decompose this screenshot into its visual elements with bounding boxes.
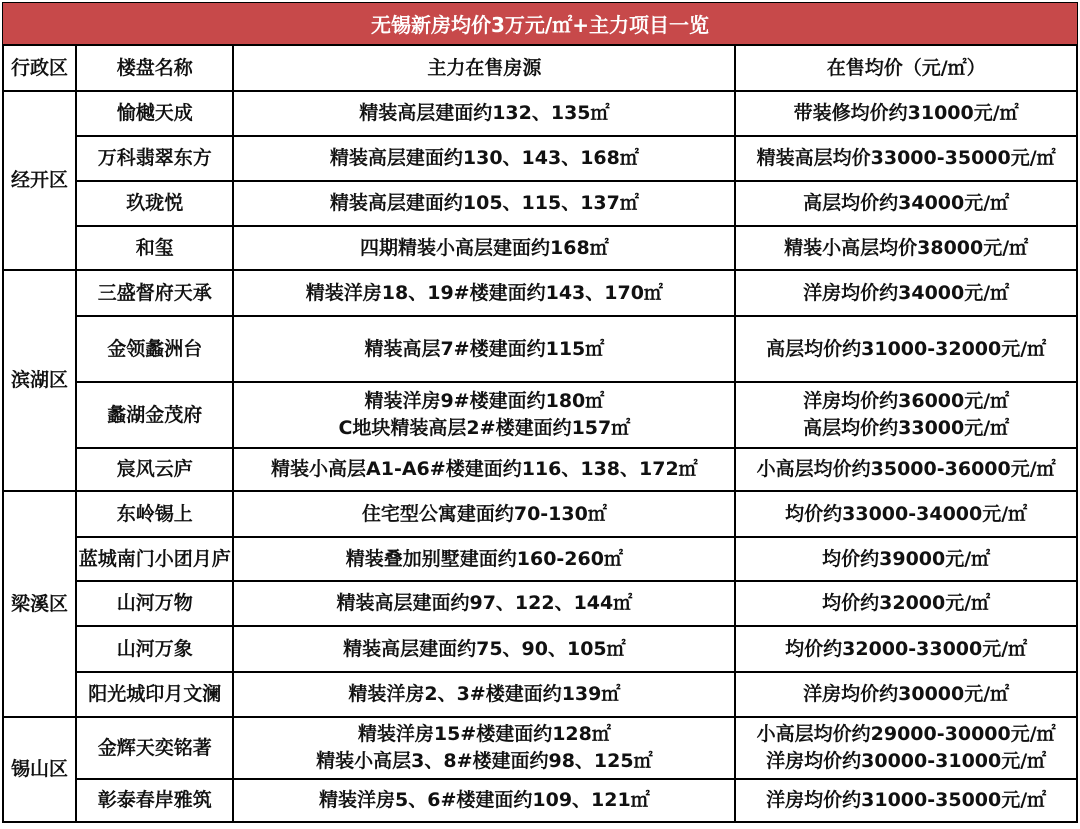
table-row bbox=[3, 226, 1077, 270]
price-cell-line: 洋房均价约30000-31000元/㎡ bbox=[766, 750, 1047, 772]
price-cell bbox=[735, 626, 1077, 672]
price-cell-line: 洋房均价约34000元/㎡ bbox=[803, 281, 1010, 304]
units-cell-line: 精装高层建面约97、122、144㎡ bbox=[336, 592, 633, 614]
price-cell bbox=[735, 672, 1077, 717]
header-price: 在售均价（元/㎡） bbox=[735, 45, 1077, 91]
units-cell-line: 精装洋房18、19#楼建面约143、170㎡ bbox=[305, 281, 663, 304]
price-cell bbox=[735, 91, 1077, 136]
units-cell bbox=[233, 316, 735, 382]
price-cell-line: 高层均价约34000元/㎡ bbox=[803, 192, 1010, 214]
header-district: 行政区 bbox=[3, 45, 76, 91]
project-name-cell: 宸风云庐 bbox=[76, 448, 233, 491]
project-name-cell: 山河万象 bbox=[76, 626, 233, 672]
price-cell-line: 小高层均价约35000-36000元/㎡ bbox=[756, 458, 1056, 480]
units-cell-line: 精装小高层3、8#楼建面约98、125㎡ bbox=[316, 750, 653, 772]
price-cell-line: 洋房均价约30000元/㎡ bbox=[803, 683, 1010, 705]
price-cell-line: 洋房均价约36000元/㎡ bbox=[803, 390, 1010, 412]
table-title: 无锡新房均价3万元/㎡+主力项目一览 bbox=[2, 2, 1078, 45]
price-cell bbox=[735, 537, 1077, 581]
project-name-cell: 蠡湖金茂府 bbox=[76, 382, 233, 448]
units-cell bbox=[233, 491, 735, 537]
table-row bbox=[3, 316, 1077, 382]
price-cell bbox=[735, 270, 1077, 316]
price-cell-line: 均价约33000-34000元/㎡ bbox=[785, 502, 1028, 525]
units-cell-line: 精装叠加别墅建面约160-260㎡ bbox=[345, 547, 623, 570]
price-table bbox=[2, 44, 1078, 823]
table-row bbox=[3, 672, 1077, 717]
table-row bbox=[3, 626, 1077, 672]
table-row bbox=[3, 537, 1077, 581]
units-cell-line: 精装洋房9#楼建面约180㎡ bbox=[364, 390, 605, 412]
price-cell-line: 小高层均价约29000-30000元/㎡ bbox=[756, 723, 1056, 745]
table-row bbox=[3, 448, 1077, 491]
units-cell bbox=[233, 382, 735, 448]
units-cell bbox=[233, 226, 735, 270]
project-name-cell: 三盛督府天承 bbox=[76, 270, 233, 316]
units-cell bbox=[233, 537, 735, 581]
table-row bbox=[3, 270, 1077, 316]
project-name-cell: 彰泰春岸雅筑 bbox=[76, 779, 233, 822]
price-cell-line: 均价约32000元/㎡ bbox=[822, 592, 991, 614]
district-cell: 滨湖区 bbox=[3, 270, 76, 491]
price-cell bbox=[735, 581, 1077, 626]
district-cell: 经开区 bbox=[3, 91, 76, 270]
units-cell-line: 精装洋房5、6#楼建面约109、121㎡ bbox=[319, 789, 650, 811]
units-cell-line: 精装高层建面约132、135㎡ bbox=[359, 102, 610, 124]
price-cell bbox=[735, 136, 1077, 181]
price-cell bbox=[735, 491, 1077, 537]
district-cell: 锡山区 bbox=[3, 717, 76, 822]
price-cell-line: 精装高层均价33000-35000元/㎡ bbox=[756, 147, 1056, 169]
table-row bbox=[3, 181, 1077, 226]
project-name-cell: 金辉天奕铭著 bbox=[76, 717, 233, 779]
project-name-cell: 蓝城南门小团月庐 bbox=[76, 537, 233, 581]
units-cell bbox=[233, 136, 735, 181]
price-cell bbox=[735, 448, 1077, 491]
units-cell-line: 精装高层建面约75、90、105㎡ bbox=[343, 637, 626, 660]
price-cell-line: 带装修均价约31000元/㎡ bbox=[793, 102, 1019, 124]
units-cell bbox=[233, 581, 735, 626]
table-row bbox=[3, 382, 1077, 448]
project-name-cell: 玖珑悦 bbox=[76, 181, 233, 226]
header-units: 主力在售房源 bbox=[233, 45, 735, 91]
units-cell-line: 精装高层建面约105、115、137㎡ bbox=[329, 192, 639, 214]
units-cell bbox=[233, 448, 735, 491]
units-cell bbox=[233, 626, 735, 672]
price-cell-line: 精装小高层均价38000元/㎡ bbox=[784, 236, 1029, 259]
units-cell-line: 精装洋房15#楼建面约128㎡ bbox=[357, 723, 611, 745]
units-cell bbox=[233, 672, 735, 717]
header-project: 楼盘名称 bbox=[76, 45, 233, 91]
table-row bbox=[3, 581, 1077, 626]
table-row bbox=[3, 717, 1077, 779]
table-body bbox=[3, 91, 1077, 822]
units-cell bbox=[233, 717, 735, 779]
units-cell-line: 住宅型公寓建面约70-130㎡ bbox=[361, 502, 607, 525]
price-cell-line: 均价约32000-33000元/㎡ bbox=[785, 637, 1028, 660]
price-cell-line: 高层均价约33000元/㎡ bbox=[803, 417, 1010, 439]
table-row bbox=[3, 136, 1077, 181]
project-name-cell: 万科翡翠东方 bbox=[76, 136, 233, 181]
table-row bbox=[3, 91, 1077, 136]
price-cell bbox=[735, 717, 1077, 779]
district-cell: 梁溪区 bbox=[3, 491, 76, 717]
units-cell bbox=[233, 181, 735, 226]
project-name-cell: 愉樾天成 bbox=[76, 91, 233, 136]
price-cell bbox=[735, 382, 1077, 448]
units-cell-line: 精装高层7#楼建面约115㎡ bbox=[364, 337, 605, 360]
price-cell bbox=[735, 316, 1077, 382]
price-cell bbox=[735, 779, 1077, 822]
project-name-cell: 和玺 bbox=[76, 226, 233, 270]
units-cell-line: 精装小高层A1-A6#楼建面约116、138、172㎡ bbox=[271, 458, 698, 480]
project-name-cell: 阳光城印月文澜 bbox=[76, 672, 233, 717]
price-cell bbox=[735, 226, 1077, 270]
table-row bbox=[3, 491, 1077, 537]
header-row bbox=[3, 45, 1077, 91]
price-cell-line: 洋房均价约31000-35000元/㎡ bbox=[766, 789, 1047, 811]
project-name-cell: 山河万物 bbox=[76, 581, 233, 626]
price-cell bbox=[735, 181, 1077, 226]
units-cell bbox=[233, 270, 735, 316]
units-cell-line: 精装洋房2、3#楼建面约139㎡ bbox=[348, 683, 621, 705]
units-cell bbox=[233, 779, 735, 822]
units-cell bbox=[233, 91, 735, 136]
units-cell-line: 四期精装小高层建面约168㎡ bbox=[360, 236, 609, 259]
project-name-cell: 东岭锡上 bbox=[76, 491, 233, 537]
price-cell-line: 高层均价约31000-32000元/㎡ bbox=[766, 337, 1047, 360]
project-name-cell: 金领蠡洲台 bbox=[76, 316, 233, 382]
units-cell-line: C地块精装高层2#楼建面约157㎡ bbox=[338, 417, 631, 439]
units-cell-line: 精装高层建面约130、143、168㎡ bbox=[329, 147, 639, 169]
table-row bbox=[3, 779, 1077, 822]
price-cell-line: 均价约39000元/㎡ bbox=[822, 547, 991, 570]
